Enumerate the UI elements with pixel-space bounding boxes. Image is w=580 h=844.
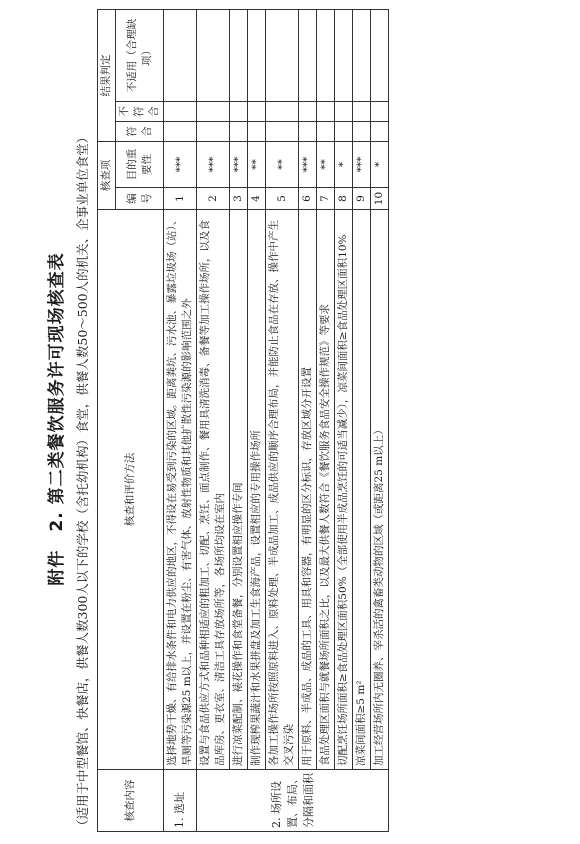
item-number: 5 <box>266 188 299 210</box>
result-pass-cell[interactable] <box>164 122 197 142</box>
header-number: 编号 <box>116 188 164 210</box>
result-pass-cell[interactable] <box>299 122 317 142</box>
table-row <box>335 9 353 831</box>
item-content: 各加工操作场所按照原料进入、原料处理、半成品加工、成品供应的顺序合理布局，并能防止食品在存放、操作中产生交叉污染 <box>266 210 299 770</box>
result-fail-cell[interactable] <box>248 102 266 122</box>
item-content: 进行凉菜配制、裱花操作和食堂备餐，分别设置相应操作专间 <box>230 210 248 770</box>
result-na-cell[interactable] <box>317 9 335 101</box>
table-row <box>248 9 266 831</box>
result-fail-cell[interactable] <box>353 102 371 122</box>
item-number: 8 <box>335 188 353 210</box>
table-row <box>353 9 371 831</box>
table-row <box>299 9 317 831</box>
result-na-cell[interactable] <box>335 9 353 101</box>
result-pass-cell[interactable] <box>248 122 266 142</box>
item-importance: ** <box>248 142 266 188</box>
item-content: 切配烹饪场所面积≥食品处理区面积50%（全部使用半成品烹饪的可适当减少），凉菜间面积≥食品处理区面积10% <box>335 210 353 770</box>
item-number: 3 <box>230 188 248 210</box>
result-na-cell[interactable] <box>299 9 317 101</box>
category-label: 2. 场所设置、布局、分隔和面积 <box>197 770 389 832</box>
table-row <box>266 9 299 831</box>
header-result-group: 结果判定 <box>98 9 116 141</box>
table-row <box>164 9 197 831</box>
table-row <box>371 9 389 831</box>
result-na-cell[interactable] <box>371 9 389 101</box>
header-method: 核查和评价方法 <box>98 210 164 770</box>
item-importance: ** <box>266 142 299 188</box>
item-importance: ** <box>317 142 335 188</box>
result-pass-cell[interactable] <box>266 122 299 142</box>
category-label: 1. 选址 <box>164 770 197 832</box>
header-fail: 不符合 <box>116 102 164 122</box>
result-na-cell[interactable] <box>197 9 230 101</box>
header-importance-group: 核查项 <box>98 142 116 210</box>
item-importance: *** <box>230 142 248 188</box>
result-na-cell[interactable] <box>248 9 266 101</box>
table-row <box>317 9 335 831</box>
table-row <box>197 9 230 831</box>
item-content: 加工经营场所内无圈养、宰杀活的禽畜类动物的区域（或距离25 m以上） <box>371 210 389 770</box>
header-pass: 符合 <box>116 122 164 142</box>
table-row <box>230 9 248 831</box>
page-title: 附件 2. 第二类餐饮服务许可现场核查表 <box>47 252 67 586</box>
item-content: 用于原料、半成品、成品的工具、用具和容器，有明显的区分标识，存放区域分开设置 <box>299 210 317 770</box>
result-pass-cell[interactable] <box>371 122 389 142</box>
item-number: 4 <box>248 188 266 210</box>
result-fail-cell[interactable] <box>230 102 248 122</box>
item-importance: * <box>335 142 353 188</box>
item-importance: *** <box>353 142 371 188</box>
result-fail-cell[interactable] <box>266 102 299 122</box>
result-na-cell[interactable] <box>353 9 371 101</box>
item-content: 制作现榨果蔬汁和水果拼盘及加工生食海产品，设置相应的专用操作场所 <box>248 210 266 770</box>
result-fail-cell[interactable] <box>335 102 353 122</box>
page-subtitle: （适用于中型餐馆、快餐店，供餐人数300人以下的学校（含托幼机构）食堂，供餐人数50～500人的机关、企事业单位食堂） <box>75 130 90 832</box>
result-na-cell[interactable] <box>164 9 197 101</box>
item-content: 设置与食品供应方式和品种相适应的粗加工、切配、烹饪、面点制作、餐用具清洗消毒、备餐等加工操作场所，以及食品库房、更衣室、清洁工具存放场所等，各场所均设在室内 <box>197 210 230 770</box>
item-number: 10 <box>371 188 389 210</box>
result-pass-cell[interactable] <box>353 122 371 142</box>
result-fail-cell[interactable] <box>317 102 335 122</box>
item-importance: *** <box>299 142 317 188</box>
result-pass-cell[interactable] <box>197 122 230 142</box>
result-pass-cell[interactable] <box>335 122 353 142</box>
item-number: 1 <box>164 188 197 210</box>
result-fail-cell[interactable] <box>164 102 197 122</box>
item-number: 7 <box>317 188 335 210</box>
result-na-cell[interactable] <box>266 9 299 101</box>
result-na-cell[interactable] <box>230 9 248 101</box>
result-pass-cell[interactable] <box>230 122 248 142</box>
header-importance: 目的重要性 <box>116 142 164 188</box>
item-number: 2 <box>197 188 230 210</box>
item-number: 6 <box>299 188 317 210</box>
item-number: 9 <box>353 188 371 210</box>
item-importance: *** <box>164 142 197 188</box>
result-fail-cell[interactable] <box>299 102 317 122</box>
result-fail-cell[interactable] <box>371 102 389 122</box>
header-na: 不适用（合理缺项） <box>116 9 164 101</box>
item-importance: *** <box>197 142 230 188</box>
item-content: 选择地势干燥、有给排水条件和电力供应的地区，不得设在易受到污染的区域。距离粪坑、污水池、暴露垃圾场（站）、旱厕等污染源25 m以上，并设置在粉尘、有害气体、放射性物质和其他扩散性污染源的影响范围之外 <box>164 210 197 770</box>
inspection-table <box>97 9 389 832</box>
result-pass-cell[interactable] <box>317 122 335 142</box>
item-content: 食品处理区面积与就餐场所面积之比，以及最大供餐人数符合《餐饮服务食品安全操作规范》等要求 <box>317 210 335 770</box>
header-category: 核查内容 <box>98 770 164 832</box>
item-content: 凉菜间面积≥5 m² <box>353 210 371 770</box>
item-importance: * <box>371 142 389 188</box>
result-fail-cell[interactable] <box>197 102 230 122</box>
